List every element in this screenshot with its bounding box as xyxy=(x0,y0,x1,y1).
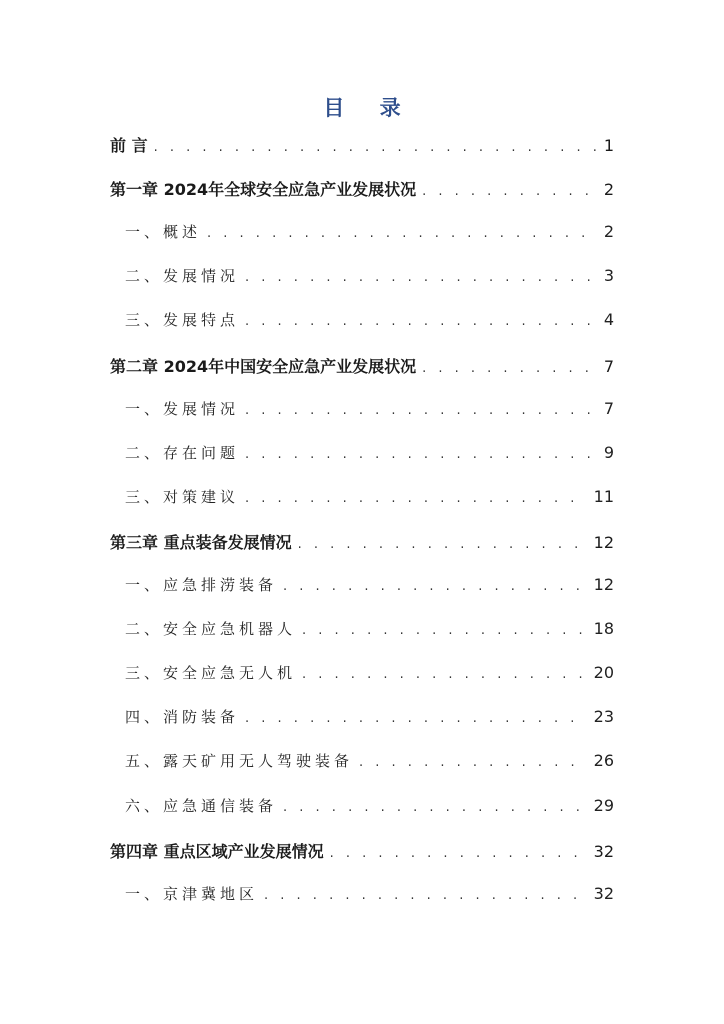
toc-section-entry[interactable] xyxy=(125,574,614,600)
toc-page-number: 18 xyxy=(593,619,614,638)
toc-dot-leader xyxy=(245,314,598,329)
toc-section-entry[interactable] xyxy=(125,662,614,688)
toc-chapter-entry[interactable] xyxy=(110,530,614,556)
toc-title: 目 录 xyxy=(323,96,415,120)
toc-section-entry[interactable] xyxy=(125,442,614,468)
toc-section-entry[interactable] xyxy=(125,309,614,335)
toc-dot-leader xyxy=(422,361,598,376)
toc-section-entry[interactable] xyxy=(125,265,614,291)
toc-entry-label: 三、安全应急无人机 xyxy=(125,664,297,682)
toc-entry-label: 三、对策建议 xyxy=(125,488,240,506)
toc-dot-leader xyxy=(245,711,588,726)
toc-page-number: 32 xyxy=(593,842,614,861)
toc-chapter-entry[interactable] xyxy=(110,133,614,159)
toc-entry-label: 六、应急通信装备 xyxy=(125,797,278,815)
toc-page-number: 2 xyxy=(603,180,614,199)
toc-dot-leader xyxy=(330,846,588,861)
toc-dot-leader xyxy=(283,579,588,594)
toc-section-entry[interactable] xyxy=(125,486,614,512)
toc-section-entry[interactable] xyxy=(125,706,614,732)
toc-entry-label: 一、应急排涝装备 xyxy=(125,576,278,594)
toc-section-entry[interactable] xyxy=(125,883,614,909)
toc-entry-label: 第二章 2024年中国安全应急产业发展状况 xyxy=(110,357,417,376)
toc-dot-leader xyxy=(298,537,588,552)
toc-dot-leader xyxy=(302,623,588,638)
toc-page-number: 2 xyxy=(603,222,614,241)
toc-entry-label: 前 言 xyxy=(110,136,148,155)
toc-page-number: 11 xyxy=(593,487,614,506)
toc-dot-leader xyxy=(245,447,598,462)
toc-section-entry[interactable] xyxy=(125,618,614,644)
toc-dot-leader xyxy=(359,755,588,770)
toc-entry-label: 一、概述 xyxy=(125,223,202,241)
toc-dot-leader xyxy=(245,403,598,418)
toc-dot-leader xyxy=(154,140,598,155)
toc-entry-label: 一、发展情况 xyxy=(125,400,240,418)
toc-entry-label: 五、露天矿用无人驾驶装备 xyxy=(125,752,354,770)
toc-page-number: 7 xyxy=(603,357,614,376)
toc-page-number: 4 xyxy=(603,310,614,329)
toc-page-number: 1 xyxy=(603,136,614,155)
toc-page-number: 26 xyxy=(593,751,614,770)
toc-page-number: 32 xyxy=(593,884,614,903)
toc-entry-label: 第一章 2024年全球安全应急产业发展状况 xyxy=(110,180,417,199)
toc-page-number: 29 xyxy=(593,796,614,815)
toc-section-entry[interactable] xyxy=(125,398,614,424)
toc-page-number: 23 xyxy=(593,707,614,726)
toc-entry-label: 一、京津冀地区 xyxy=(125,885,259,903)
toc-entry-label: 二、安全应急机器人 xyxy=(125,620,297,638)
toc-page-number: 3 xyxy=(603,266,614,285)
toc-page-number: 7 xyxy=(603,399,614,418)
toc-chapter-entry[interactable] xyxy=(110,354,614,380)
toc-entry-label: 四、消防装备 xyxy=(125,708,240,726)
toc-section-entry[interactable] xyxy=(125,221,614,247)
toc-entry-label: 二、发展情况 xyxy=(125,267,240,285)
toc-entry-label: 第三章 重点装备发展情况 xyxy=(110,533,292,552)
toc-dot-leader xyxy=(283,800,588,815)
toc-page-number: 9 xyxy=(603,443,614,462)
toc-chapter-entry[interactable] xyxy=(110,839,614,865)
toc-dot-leader xyxy=(207,226,598,241)
toc-chapter-entry[interactable] xyxy=(110,177,614,203)
toc-dot-leader xyxy=(264,888,588,903)
toc-entry-label: 二、存在问题 xyxy=(125,444,240,462)
toc-dot-leader xyxy=(302,667,588,682)
toc-section-entry[interactable] xyxy=(125,750,614,776)
toc-dot-leader xyxy=(245,270,598,285)
toc-page-number: 20 xyxy=(593,663,614,682)
toc-dot-leader xyxy=(245,491,588,506)
toc-page-number: 12 xyxy=(593,575,614,594)
toc-section-entry[interactable] xyxy=(125,795,614,821)
toc-entry-label: 第四章 重点区域产业发展情况 xyxy=(110,842,324,861)
toc-dot-leader xyxy=(422,184,598,199)
toc-page-number: 12 xyxy=(593,533,614,552)
toc-entry-label: 三、发展特点 xyxy=(125,311,240,329)
